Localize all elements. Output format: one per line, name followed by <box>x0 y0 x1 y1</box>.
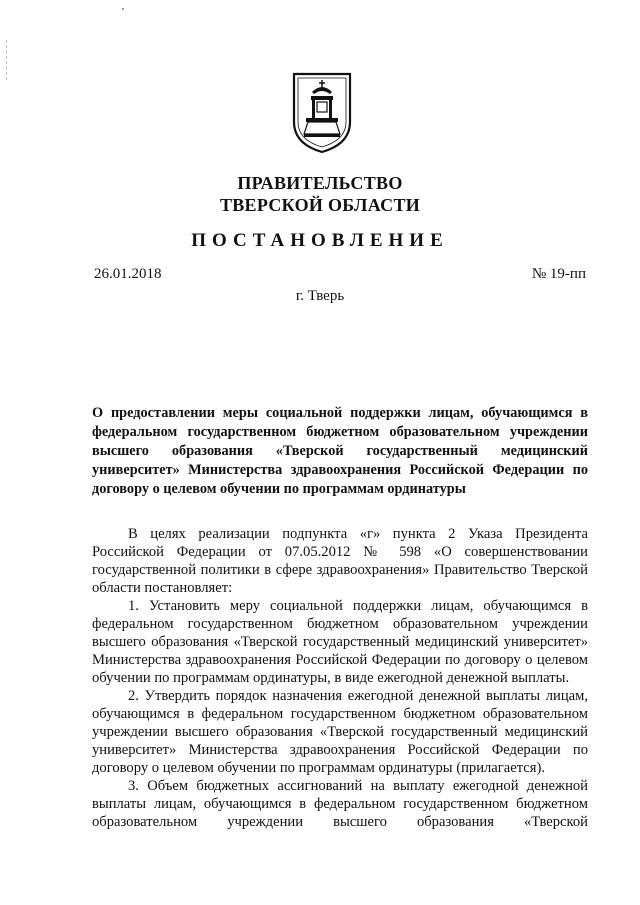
item-1-paragraph: 1. Установить меру социальной поддержки лицам, обучающимся в федеральном государственном бюджетном образовательном учреждении высшего образования «Тверской государственный медицинский университет» Министерства здравоохранения Российской Федерации по договору о целевом обучении по программам ординатуры, в виде ежегодной денежной выплаты. <box>92 598 588 686</box>
decree-body <box>92 525 588 831</box>
decree-number: № 19-пп <box>531 266 586 282</box>
item-3-paragraph: 3. Объем бюджетных ассигнований на выплату ежегодной денежной выплаты лицам, обучающимся в федеральном государственном бюджетном образовательном учреждении высшего образования «Тверской <box>92 778 588 830</box>
intro-paragraph: В целях реализации подпункта «г» пункта 2 Указа Президента Российской Федерации от 07.05.2012 № 598 «О совершенствовании государственной политики в сфере здравоохранения» Правительство Тверской области постановляет: <box>92 526 588 596</box>
item-2-paragraph: 2. Утвердить порядок назначения ежегодной денежной выплаты лицам, обучающимся в федеральном государственном бюджетном образовательном учреждении высшего образования «Тверской государственный медицинский университет» Министерства здравоохранения Российской Федерации по договору о целевом обучении по программам ординатуры (прилагается). <box>92 688 588 776</box>
government-title <box>0 172 640 216</box>
decree-date: 26.01.2018 <box>94 266 162 282</box>
decree-subject: О предоставлении меры социальной поддержки лицам, обучающимся в федеральном государственном бюджетном образовательном учреждении высшего образования «Тверской государственный медицинский университет» Министерства здравоохранения Российской Федерации по договору о целевом обучении по программам ординатуры <box>92 405 588 497</box>
tver-coat-of-arms-icon <box>290 70 354 154</box>
government-title-line-2: ТВЕРСКОЙ ОБЛАСТИ <box>219 195 421 215</box>
government-title-line-1: ПРАВИТЕЛЬСТВО <box>237 173 403 193</box>
margin-marks <box>6 40 9 80</box>
decree-city: г. Тверь <box>295 288 345 304</box>
scan-speck <box>122 8 124 10</box>
decree-title: ПОСТАНОВЛЕНИЕ <box>191 230 449 251</box>
